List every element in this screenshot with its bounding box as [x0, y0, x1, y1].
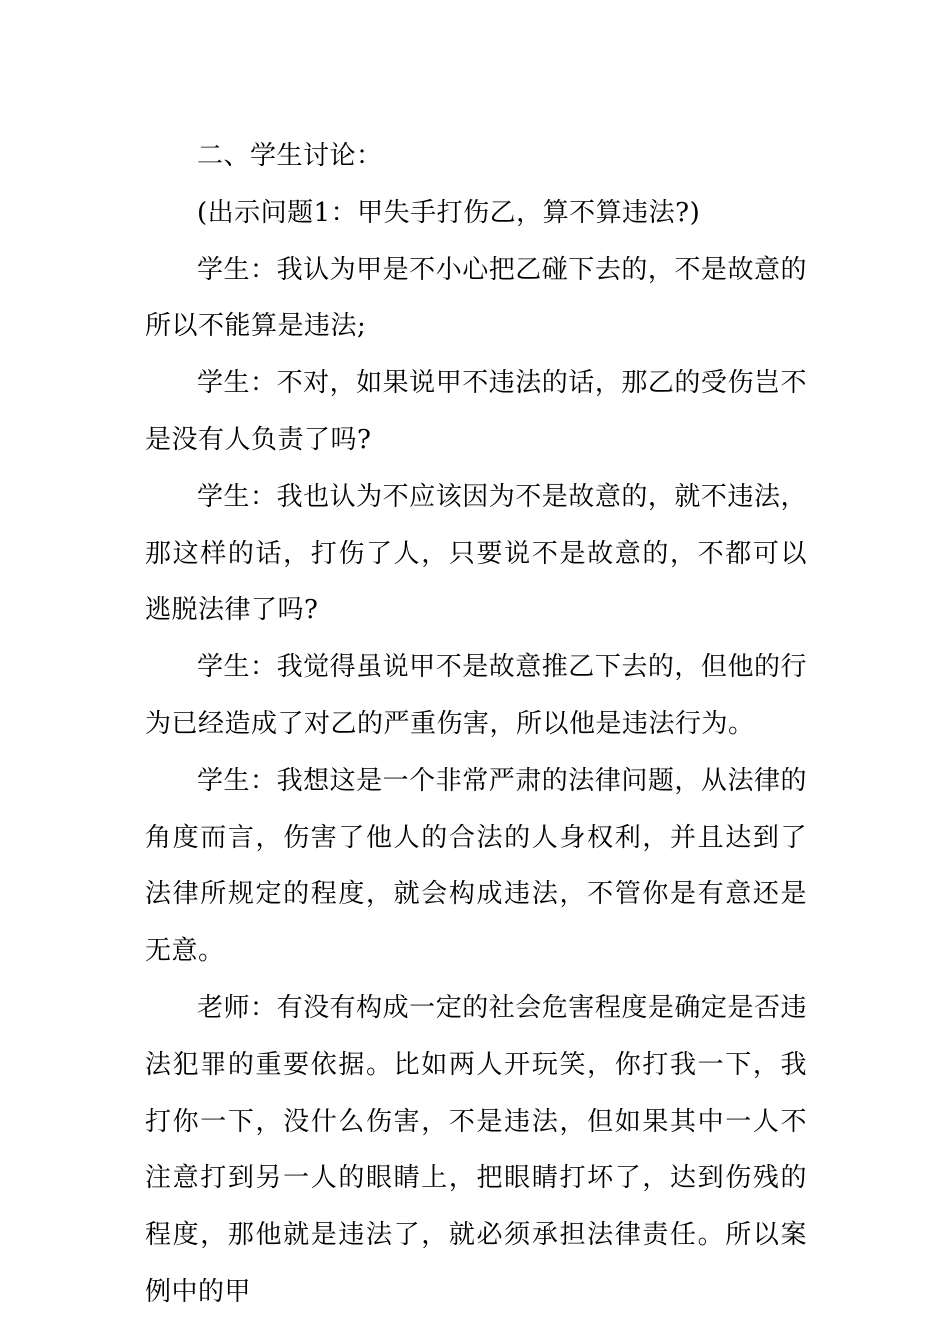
- document-body: [145, 128, 807, 1321]
- question-prompt: (出示问题1：甲失手打伤乙，算不算违法?): [197, 197, 701, 228]
- student-statement-4: 学生：我觉得虽说甲不是故意推乙下去的，但他的行为已经造成了对乙的严重伤害，所以他是违法行为。: [145, 652, 807, 739]
- teacher-statement: 老师：有没有构成一定的社会危害程度是确定是否违法犯罪的重要依据。比如两人开玩笑，你打我一下，我打你一下，没什么伤害，不是违法，但如果其中一人不注意打到另一人的眼睛上，把眼睛打坏了，达到伤残的程度，那他就是违法了，就必须承担法律责任。所以案例中的甲: [145, 992, 807, 1307]
- student-statement-1: 学生：我认为甲是不小心把乙碰下去的，不是故意的所以不能算是违法;: [145, 254, 807, 342]
- student-statement-3: 学生：我也认为不应该因为不是故意的，就不违法，那这样的话，打伤了人，只要说不是故意的，不都可以逃脱法律了吗?: [145, 481, 807, 626]
- student-statement-2: 学生：不对，如果说甲不违法的话，那乙的受伤岂不是没有人负责了吗?: [145, 368, 807, 455]
- section-heading: 二、学生讨论：: [197, 141, 383, 171]
- student-statement-5: 学生：我想这是一个非常严肃的法律问题，从法律的角度而言，伤害了他人的合法的人身权利，并且达到了法律所规定的程度，就会构成违法，不管你是有意还是无意。: [145, 765, 807, 967]
